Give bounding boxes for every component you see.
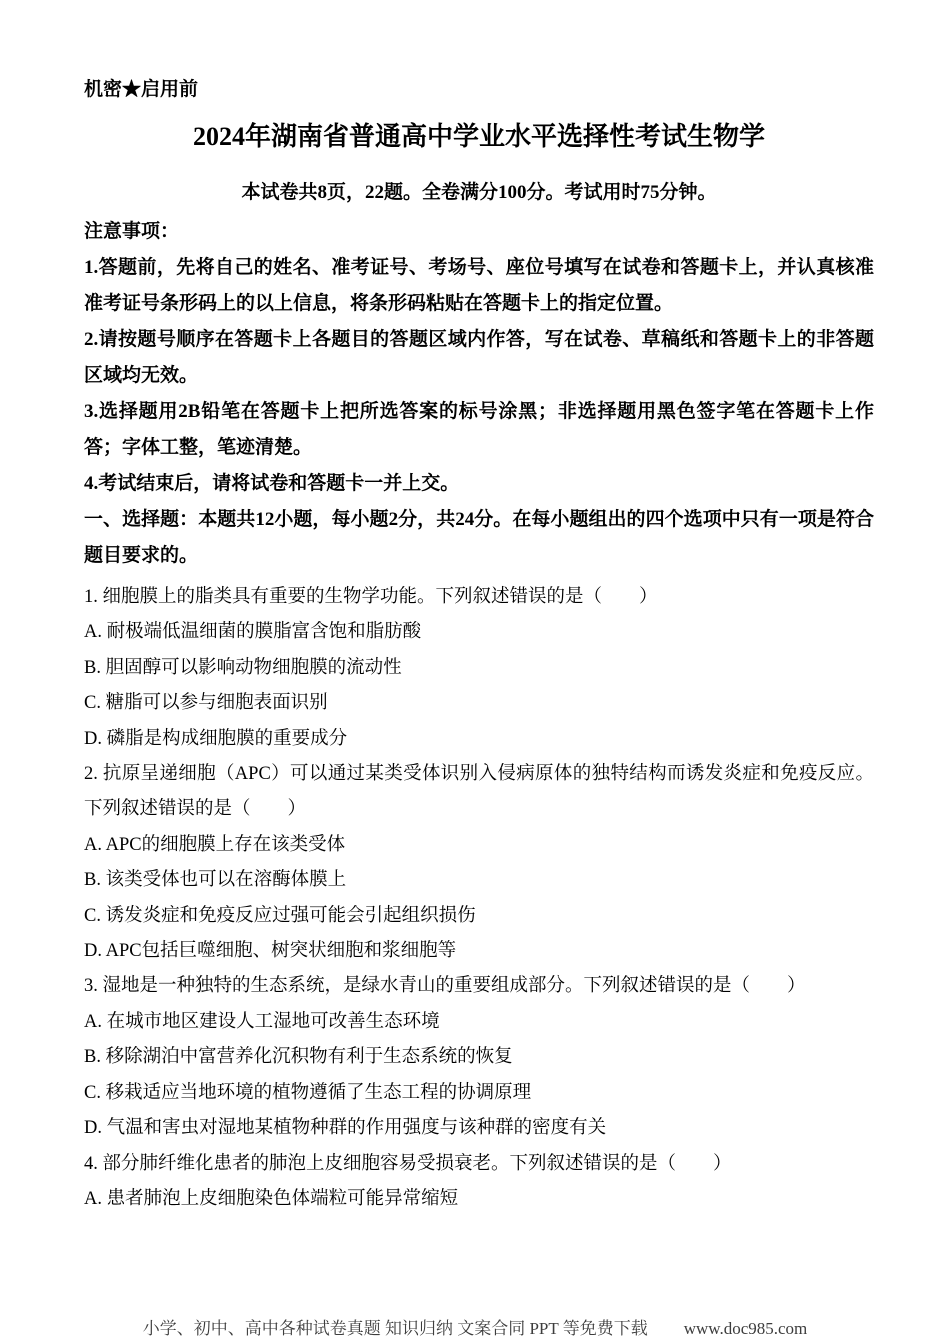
notice-section	[84, 214, 874, 574]
document-body	[84, 78, 874, 1217]
notice-item-3: 3.选择题用2B铅笔在答题卡上把所选答案的标号涂黑；非选择题用黑色签字笔在答题卡上作答；字体工整，笔迹清楚。	[84, 401, 874, 458]
question-1-option-b: B. 胆固醇可以影响动物细胞膜的流动性	[84, 657, 402, 678]
section-heading: 一、选择题：本题共12小题，每小题2分，共24分。在每小题组出的四个选项中只有一项是符合题目要求的。	[84, 509, 874, 566]
page-footer	[0, 1318, 950, 1340]
question-3-option-b: B. 移除湖泊中富营养化沉积物有利于生态系统的恢复	[84, 1047, 513, 1068]
notice-item-1: 1.答题前，先将自己的姓名、准考证号、考场号、座位号填写在试卷和答题卡上，并认真核准准考证号条形码上的以上信息，将条形码粘贴在答题卡上的指定位置。	[84, 257, 874, 314]
question-1-stem: 1. 细胞膜上的脂类具有重要的生物学功能。下列叙述错误的是（ ）	[84, 587, 658, 607]
question-1-option-d: D. 磷脂是构成细胞膜的重要成分	[84, 728, 348, 749]
question-4-option-a: A. 患者肺泡上皮细胞染色体端粒可能异常缩短	[84, 1188, 459, 1209]
question-1-option-a: A. 耐极端低温细菌的膜脂富含饱和脂肪酸	[84, 622, 422, 643]
question-1-option-c: C. 糖脂可以参与细胞表面识别	[84, 693, 328, 714]
question-2-stem: 2. 抗原呈递细胞（APC）可以通过某类受体识别入侵病原体的独特结构而诱发炎症和免疫反应。下列叙述错误的是（ ）	[84, 764, 874, 820]
footer-services-text: 小学、初中、高中各种试卷真题 知识归纳 文案合同 PPT 等免费下载	[142, 1319, 648, 1338]
question-2-option-b: B. 该类受体也可以在溶酶体膜上	[84, 870, 347, 891]
question-3-option-a: A. 在城市地区建设人工湿地可改善生态环境	[84, 1011, 440, 1032]
question-2-option-c: C. 诱发炎症和免疫反应过强可能会引起组织损伤	[84, 905, 476, 926]
exam-info-line: 本试卷共8页，22题。全卷满分100分。考试用时75分钟。	[241, 182, 717, 203]
question-3	[84, 969, 874, 1146]
notice-item-2: 2.请按题号顺序在答题卡上各题目的答题区域内作答，写在试卷、草稿纸和答题卡上的非答题区域均无效。	[84, 329, 874, 386]
question-3-option-c: C. 移栽适应当地环境的植物遵循了生态工程的协调原理	[84, 1082, 532, 1103]
question-2	[84, 757, 874, 969]
exam-title: 2024年湖南省普通高中学业水平选择性考试生物学	[192, 122, 765, 151]
question-2-option-a: A. APC的细胞膜上存在该类受体	[84, 834, 346, 855]
question-4	[84, 1147, 874, 1218]
question-3-option-d: D. 气温和害虫对湿地某植物种群的作用强度与该种群的密度有关	[84, 1118, 607, 1139]
notice-heading: 注意事项：	[84, 221, 180, 242]
footer-website-link[interactable]: www.doc985.com	[683, 1319, 808, 1338]
question-2-option-d: D. APC包括巨噬细胞、树突状细胞和浆细胞等	[84, 941, 457, 962]
questions-list	[84, 580, 874, 1217]
classification-label: 机密★启用前	[84, 79, 199, 100]
question-1	[84, 580, 874, 757]
question-3-stem: 3. 湿地是一种独特的生态系统，是绿水青山的重要组成部分。下列叙述错误的是（ ）	[84, 976, 806, 997]
notice-item-4: 4.考试结束后，请将试卷和答题卡一并上交。	[84, 473, 460, 494]
question-4-stem: 4. 部分肺纤维化患者的肺泡上皮细胞容易受损衰老。下列叙述错误的是（ ）	[84, 1153, 732, 1174]
